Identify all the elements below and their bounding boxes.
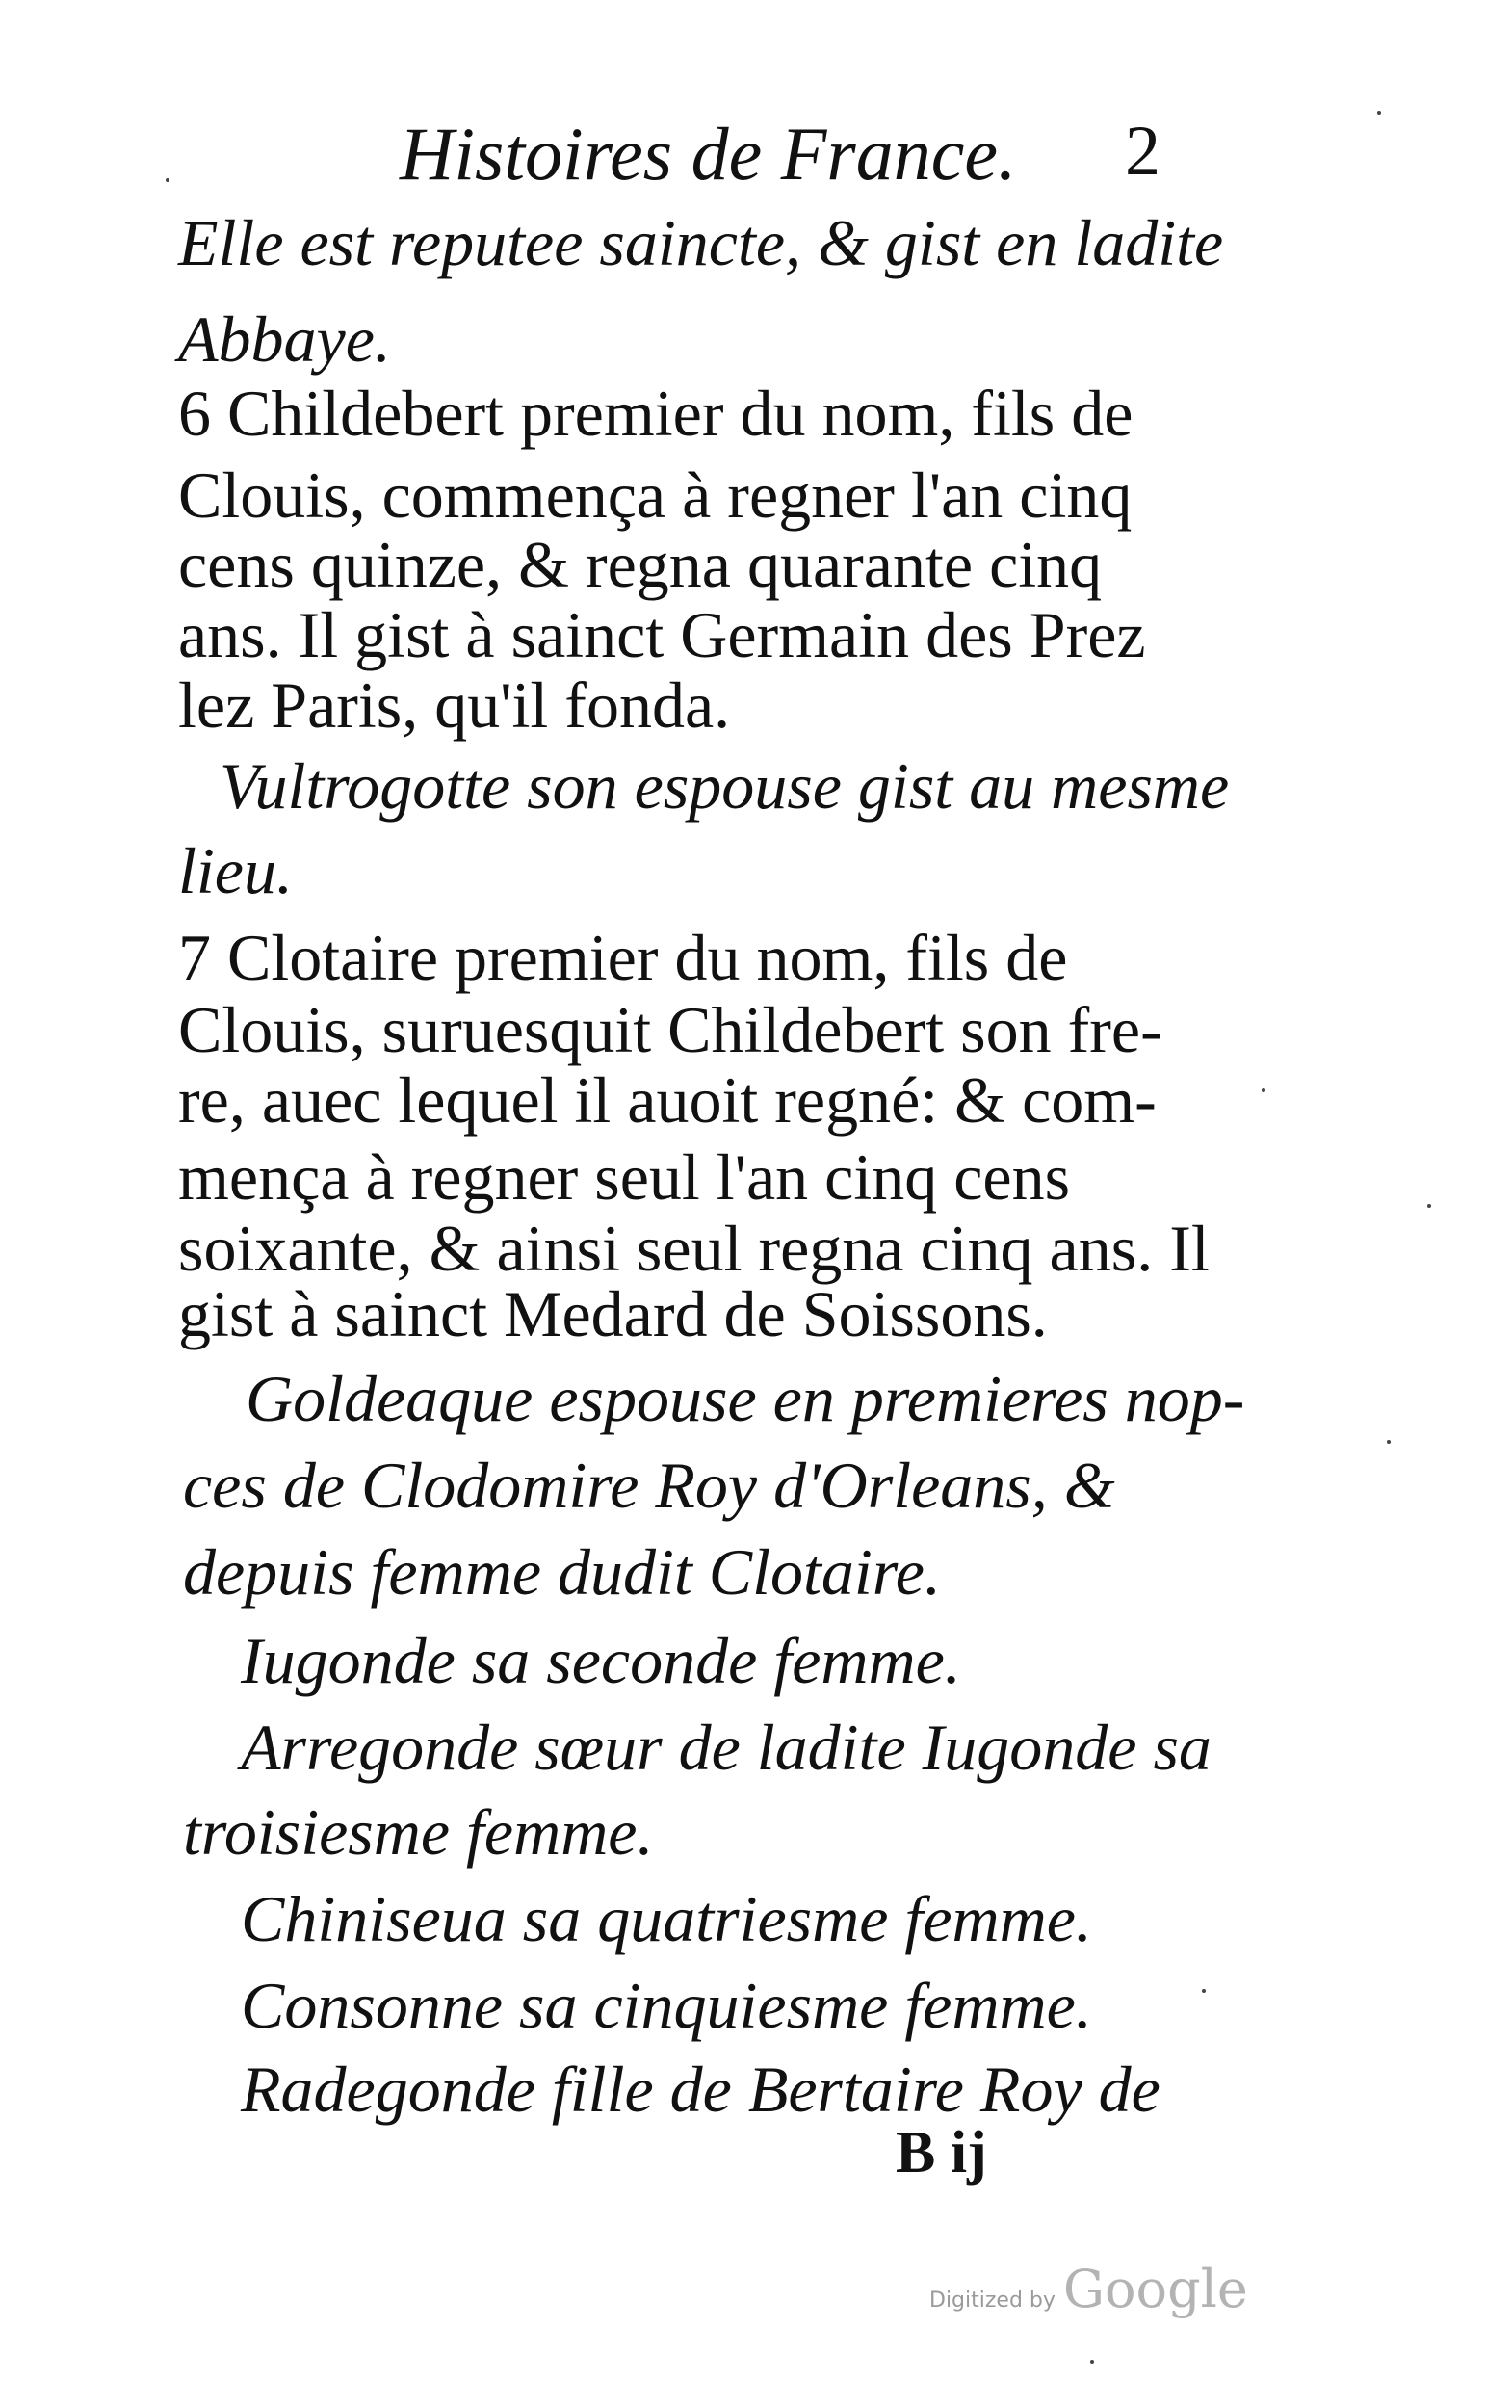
text-line: Clouis, commença à regner l'an cinq: [178, 458, 1133, 532]
page-header: [0, 111, 1512, 207]
text-line: mença à regner seul l'an cinq cens: [178, 1140, 1071, 1214]
text-line: ans. Il gist à sainct Germain des Prez: [178, 598, 1146, 671]
page-number: 2: [1125, 112, 1160, 191]
running-title: Histoires de France.: [400, 112, 1017, 196]
text-line: troisiesme femme.: [183, 1795, 654, 1869]
text-line: gist à sainct Medard de Soissons.: [178, 1277, 1048, 1350]
text-line: Chiniseua sa quatriesme femme.: [241, 1882, 1092, 1955]
text-line: re, auec lequel il auoit regné: & com-: [178, 1063, 1157, 1137]
text-line: Abbaye.: [178, 302, 391, 376]
scan-speck: [1090, 2360, 1094, 2364]
text-line: depuis femme dudit Clotaire.: [183, 1535, 941, 1609]
text-line: cens quinze, & regna quarante cinq: [178, 528, 1103, 601]
scan-speck: [1262, 1088, 1265, 1092]
text-line: ces de Clodomire Roy d'Orleans, &: [183, 1449, 1115, 1522]
digitized-watermark: [929, 2259, 1248, 2319]
text-line: 7 Clotaire premier du nom, fils de: [178, 921, 1068, 994]
watermark-prefix: Digitized by: [929, 2289, 1056, 2313]
text-line: Elle est reputee saincte, & gist en ladite: [178, 206, 1224, 279]
text-line: Consonne sa cinquiesme femme.: [241, 1969, 1092, 2042]
google-logo: Google: [1062, 2259, 1248, 2319]
scan-speck: [166, 178, 169, 182]
text-line: Radegonde fille de Bertaire Roy de: [241, 2053, 1160, 2126]
text-line: 6 Childebert premier du nom, fils de: [178, 377, 1134, 450]
text-line: lez Paris, qu'il fonda.: [178, 668, 731, 742]
signature-mark: B ij: [896, 2120, 987, 2186]
scan-speck: [1427, 1204, 1431, 1208]
text-line: Vultrogotte son espouse gist au mesme: [220, 749, 1230, 823]
text-line: Goldeaque espouse en premieres nop-: [246, 1362, 1245, 1435]
text-line: Iugonde sa seconde femme.: [241, 1624, 961, 1697]
text-line: Clouis, suruesquit Childebert son fre-: [178, 993, 1162, 1066]
scan-speck: [1202, 1989, 1206, 1993]
scan-speck: [1387, 1440, 1391, 1444]
scan-speck: [1377, 111, 1381, 115]
text-line: lieu.: [178, 834, 293, 907]
text-line: Arregonde sœur de ladite Iugonde sa: [241, 1711, 1212, 1784]
text-line: soixante, & ainsi seul regna cinq ans. Il: [178, 1212, 1210, 1285]
